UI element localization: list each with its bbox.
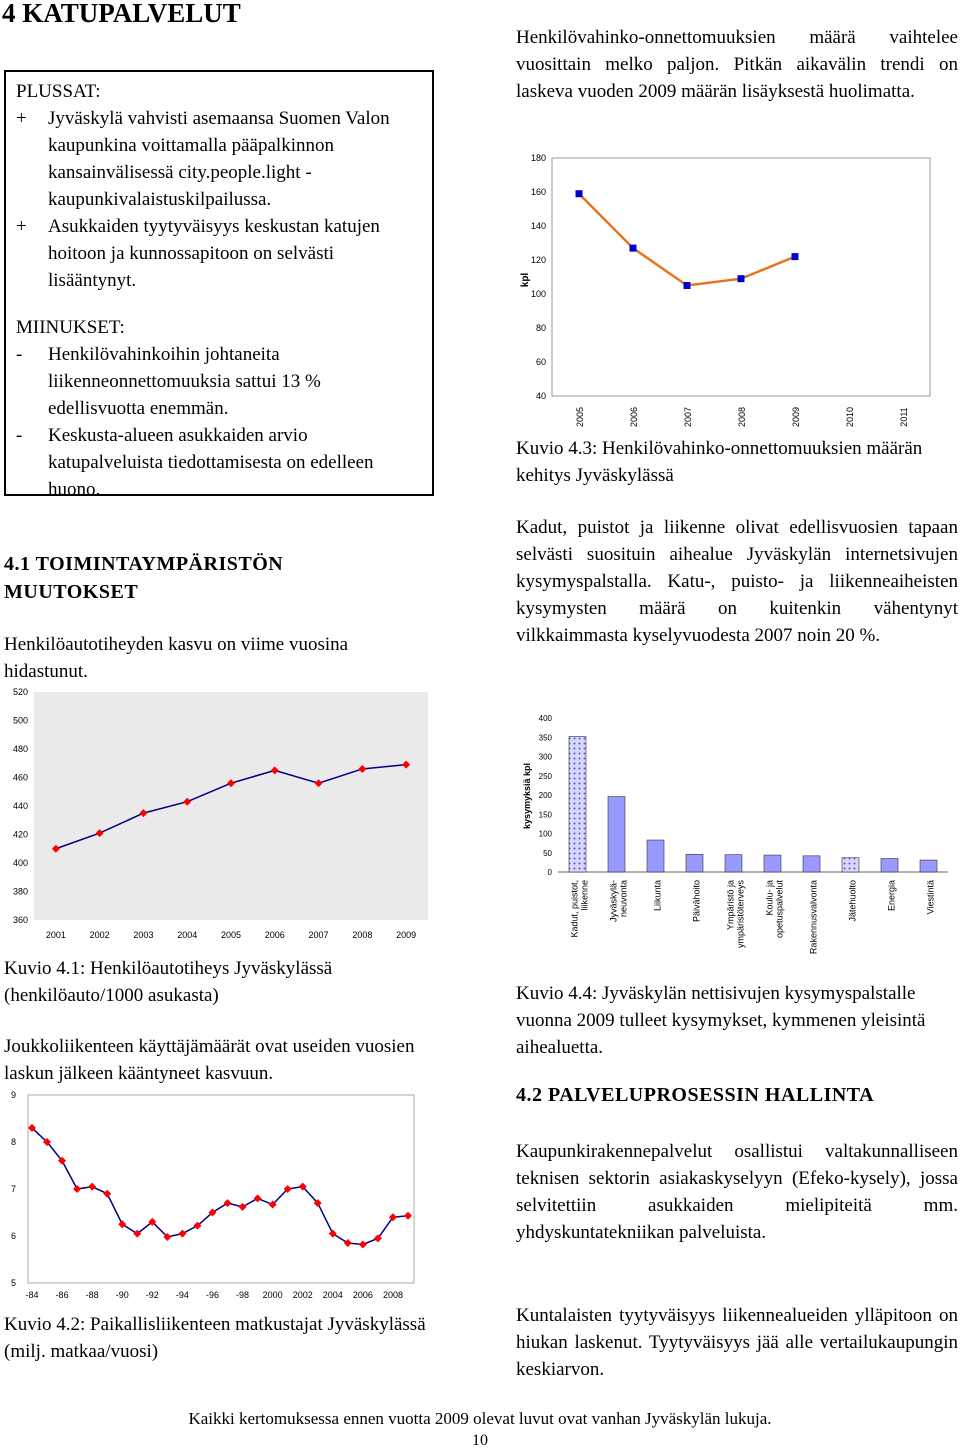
y-tick-label: 6 — [11, 1231, 17, 1241]
category-label — [809, 880, 819, 954]
chart-web-questions — [512, 706, 952, 970]
plus-mark: + — [16, 108, 27, 129]
minus-item-text: Henkilövahinkoihin johtaneita liikenneonnettomuuksia sattui 13 % edellisvuotta enemmän. — [48, 344, 321, 419]
x-tick-label: 2004 — [322, 1290, 343, 1300]
category-label-line: Viestintä — [925, 880, 936, 915]
x-tick-label: 2002 — [292, 1290, 313, 1300]
y-tick-label: 440 — [12, 801, 28, 811]
plus-title: PLUSSAT: — [16, 81, 101, 102]
plus-item — [16, 213, 422, 294]
category-label — [726, 880, 746, 949]
y-tick-label: 120 — [530, 255, 546, 265]
bar — [569, 736, 586, 872]
category-label-line: neuvonta — [618, 880, 629, 918]
y-tick-label: 200 — [538, 791, 552, 800]
category-label-line: Kadut, puistot, — [569, 880, 580, 938]
plus-item-text: Jyväskylä vahvisti asemaansa Suomen Valon kaupunkina voittamalla pääpalkinnon kansainvälisessä city.people.light -kaupunkivalaistuskilpailussa. — [48, 108, 390, 210]
y-tick-label: 400 — [12, 858, 28, 868]
category-label-line: Rakennusvalvonta — [808, 880, 819, 955]
bar — [881, 859, 898, 872]
category-label-line: ympäristöterveys — [735, 880, 746, 949]
category-label-line: Koulu- ja — [764, 880, 775, 916]
minus-mark: - — [16, 344, 23, 365]
y-tick-label: 250 — [538, 771, 552, 781]
x-tick-label: 2006 — [352, 1290, 373, 1300]
x-tick-label: 2009 — [396, 930, 417, 940]
x-tick-label: -98 — [236, 1290, 250, 1300]
y-tick-label: 160 — [530, 187, 546, 197]
category-label-line: Jätehuolto — [847, 880, 858, 922]
x-tick-label: 2003 — [133, 930, 154, 940]
section-41-title: 4.1 TOIMINTAYMPÄRISTÖN MUUTOKSET — [4, 553, 284, 603]
minus-item — [16, 422, 422, 503]
plus-item — [16, 105, 422, 213]
x-tick-label: 2006 — [629, 406, 639, 428]
category-label — [609, 880, 629, 922]
caption-44: Kuvio 4.4: Jyväskylän nettisivujen kysymyspalstalle vuonna 2009 tulleet kysymykset, kymmenen yleisintä aihealuetta. — [516, 983, 926, 1058]
y-tick-label: 150 — [538, 810, 552, 820]
x-tick-label: 2008 — [737, 406, 747, 428]
bar — [647, 840, 664, 872]
x-tick-label: 2008 — [382, 1290, 403, 1300]
y-tick-label: 60 — [535, 357, 546, 367]
y-axis-label: kpl — [520, 272, 531, 288]
data-point — [684, 282, 691, 289]
bar — [842, 858, 859, 872]
category-label-line: Liikunta — [652, 880, 663, 912]
y-tick-label: 480 — [12, 744, 28, 754]
x-tick-label: -94 — [175, 1290, 189, 1300]
x-tick-label: 2004 — [177, 930, 198, 940]
page-number: 10 — [472, 1432, 488, 1449]
section-42-title: 4.2 PALVELUPROSESSIN HALLINTA — [516, 1084, 875, 1106]
category-label — [887, 880, 897, 911]
y-tick-label: 420 — [12, 829, 28, 840]
chart-car-density — [4, 686, 430, 946]
plus-mark: + — [16, 216, 27, 237]
plot-area — [34, 692, 428, 920]
x-tick-label: 2000 — [262, 1290, 283, 1300]
plot-area — [28, 1095, 414, 1283]
data-point — [630, 245, 637, 252]
x-tick-label: -90 — [115, 1290, 129, 1300]
category-label-line: liikenne — [579, 880, 590, 911]
category-label — [692, 880, 702, 922]
x-tick-label: 2005 — [575, 406, 585, 428]
x-tick-label: 2006 — [264, 930, 285, 940]
bar — [725, 855, 742, 872]
y-tick-label: 5 — [11, 1278, 17, 1288]
plus-item-text: Asukkaiden tyytyväisyys keskustan katujen hoitoon ja kunnossapitoon on selvästi lisääntynyt. — [48, 216, 380, 291]
y-tick-label: 380 — [12, 886, 28, 897]
category-label-line: Ympäristö ja — [725, 880, 736, 931]
chart-transit — [4, 1087, 416, 1307]
paragraph-transit: Joukkoliikenteen käyttäjämäärät ovat useiden vuosien laskun jälkeen kääntyneet kasvuun. — [4, 1036, 415, 1084]
x-tick-label: 2002 — [89, 930, 110, 940]
y-tick-label: 300 — [538, 752, 552, 762]
bar — [764, 855, 781, 872]
y-tick-label: 9 — [11, 1090, 17, 1100]
x-tick-label: 2010 — [845, 406, 855, 428]
x-tick-label: 2007 — [683, 406, 693, 428]
x-tick-label: 2001 — [45, 930, 66, 940]
paragraph-accidents: Henkilövahinko-onnettomuuksien määrä vaihtelee vuosittain melko paljon. Pitkän aikavälin trendi on laskeva vuoden 2009 määrän lisäyksestä huolimatta. — [516, 27, 958, 102]
category-label — [926, 880, 936, 914]
caption-42: Kuvio 4.2: Paikallisliikenteen matkustajat Jyväskylässä (milj. matkaa/vuosi) — [4, 1314, 426, 1362]
y-tick-label: 100 — [530, 289, 546, 299]
chart-accidents — [514, 140, 934, 430]
y-tick-label: 0 — [547, 868, 552, 877]
y-tick-label: 8 — [11, 1137, 17, 1147]
x-tick-label: 2005 — [220, 930, 242, 940]
data-point — [576, 190, 583, 197]
x-tick-label: 2007 — [308, 930, 329, 940]
minus-title: MIINUKSET: — [16, 317, 125, 338]
x-tick-label: -92 — [145, 1290, 159, 1300]
y-tick-label: 50 — [543, 848, 552, 858]
y-tick-label: 520 — [12, 687, 28, 697]
y-tick-label: 40 — [535, 391, 546, 401]
caption-41: Kuvio 4.1: Henkilöautotiheys Jyväskylässä (henkilöauto/1000 asukasta) — [4, 958, 333, 1006]
bar — [608, 797, 625, 872]
summary-box — [4, 70, 434, 500]
x-tick-label: 2011 — [899, 407, 909, 427]
x-tick-label: 2009 — [791, 406, 801, 428]
x-tick-label: -84 — [25, 1290, 39, 1300]
x-tick-label: -86 — [55, 1290, 69, 1300]
category-label-line: opetuspalvelut — [774, 880, 785, 939]
y-tick-label: 140 — [530, 221, 546, 231]
x-tick-label: 2008 — [352, 930, 373, 940]
x-tick-label: -88 — [85, 1290, 99, 1300]
section-42-paragraph-2: Kuntalaisten tyytyväisyys liikennealueiden ylläpitoon on hiukan laskenut. Tyytyväisyys jää alle vertailukaupungin keskiarvon. — [516, 1305, 958, 1380]
category-label-line: Päivähoito — [691, 880, 702, 923]
paragraph-web: Kadut, puistot ja liikenne olivat edellisvuosien tapaan selvästi suosituin aihealue Jyväskylän internetsivujen kysymyspalstalla. Katu-, puisto- ja liikenneaiheisten kysymysten määrä on kuitenkin vähentynyt vilkkaimmasta kyselyvuodesta 2007 noin 20 %. — [516, 517, 958, 646]
y-axis-label: kysymyksiä kpl — [522, 762, 532, 830]
category-label — [570, 880, 590, 938]
bar — [803, 856, 820, 872]
minus-item — [16, 341, 422, 422]
y-tick-label: 7 — [11, 1184, 17, 1194]
category-label — [653, 880, 663, 911]
y-tick-label: 460 — [12, 772, 28, 783]
y-tick-label: 180 — [530, 153, 546, 163]
x-tick-label: -96 — [205, 1290, 219, 1300]
section-41-intro: Henkilöautotiheyden kasvu on viime vuosina hidastunut. — [4, 634, 349, 682]
y-tick-label: 100 — [538, 829, 552, 839]
bar — [686, 854, 703, 872]
page-heading: 4 KATUPALVELUT — [2, 0, 241, 28]
y-tick-label: 350 — [538, 733, 552, 743]
y-tick-label: 80 — [535, 323, 546, 333]
section-42-paragraph-1: Kaupunkirakennepalvelut osallistui valtakunnalliseen teknisen sektorin asiakaskyselyyn (Efeko-kysely), jossa selvitettiin asukkaiden mielipiteitä mm. yhdyskuntatekniikan palveluista. — [516, 1141, 958, 1243]
minus-mark: - — [16, 425, 23, 446]
bar — [920, 860, 937, 872]
minus-item-text: Keskusta-alueen asukkaiden arvio katupalveluista tiedottamisesta on edelleen huono. — [48, 425, 374, 500]
category-label — [848, 880, 858, 922]
caption-43: Kuvio 4.3: Henkilövahinko-onnettomuuksien määrän kehitys Jyväskylässä — [516, 438, 923, 486]
category-label — [765, 880, 785, 939]
category-label-line: Jyväskylä- — [608, 880, 619, 923]
data-point — [738, 275, 745, 282]
category-label-line: Energia — [886, 880, 897, 912]
y-tick-label: 400 — [538, 714, 552, 723]
y-tick-label: 500 — [12, 715, 28, 726]
data-point — [792, 253, 799, 260]
footer-note: Kaikki kertomuksessa ennen vuotta 2009 olevat luvut ovat vanhan Jyväskylän lukuja. — [188, 1409, 772, 1428]
y-tick-label: 360 — [12, 915, 28, 925]
